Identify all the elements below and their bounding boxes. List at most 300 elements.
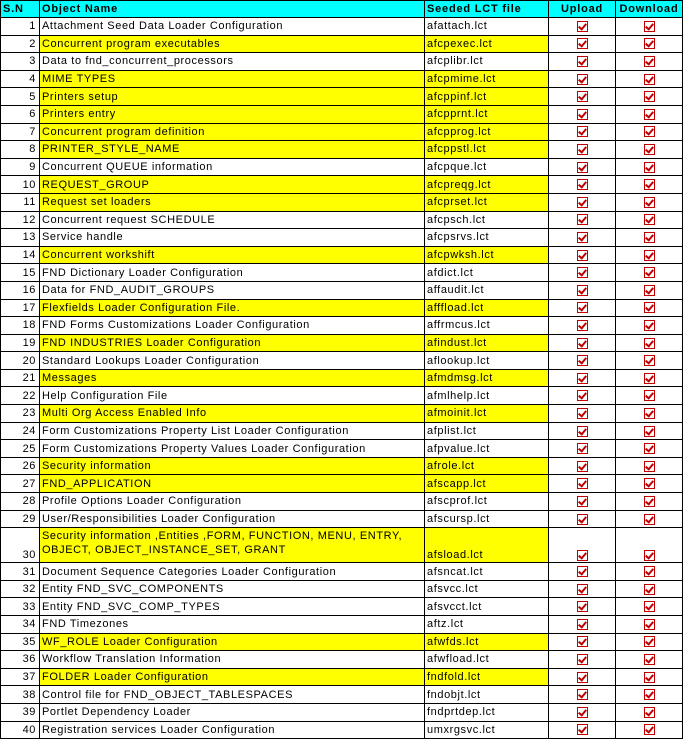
row-number: 35: [1, 633, 40, 651]
lct-file: fndfold.lct: [425, 668, 549, 686]
upload-cell: [549, 352, 616, 370]
table-row: [1, 580, 683, 598]
download-checkbox-icon[interactable]: [644, 724, 655, 735]
row-number: 3: [1, 53, 40, 71]
row-number: 13: [1, 229, 40, 247]
row-number: 34: [1, 616, 40, 634]
object-name: FND Dictionary Loader Configuration: [40, 264, 425, 282]
download-checkbox-icon[interactable]: [644, 443, 655, 454]
object-name: Profile Options Loader Configuration: [40, 493, 425, 511]
object-name: PRINTER_STYLE_NAME: [40, 141, 425, 159]
table-row: [1, 18, 683, 36]
upload-cell: [549, 510, 616, 528]
object-name: Concurrent program executables: [40, 35, 425, 53]
upload-checkbox-icon[interactable]: [577, 232, 588, 243]
lct-file: fndprtdep.lct: [425, 703, 549, 721]
upload-checkbox-icon[interactable]: [577, 162, 588, 173]
upload-cell: [549, 158, 616, 176]
row-number: 36: [1, 651, 40, 669]
lct-file: afmlhelp.lct: [425, 387, 549, 405]
download-cell: [616, 510, 683, 528]
download-checkbox-icon[interactable]: [644, 302, 655, 313]
object-name: Messages: [40, 369, 425, 387]
upload-checkbox-icon[interactable]: [577, 320, 588, 331]
download-checkbox-icon[interactable]: [644, 408, 655, 419]
upload-checkbox-icon[interactable]: [577, 285, 588, 296]
upload-cell: [549, 686, 616, 704]
row-number: 30: [1, 528, 40, 563]
object-name: MIME TYPES: [40, 70, 425, 88]
upload-checkbox-icon[interactable]: [577, 214, 588, 225]
table-row: [1, 53, 683, 71]
download-checkbox-icon[interactable]: [644, 38, 655, 49]
upload-header: Upload: [549, 1, 616, 18]
lct-file: afcpexec.lct: [425, 35, 549, 53]
upload-cell: [549, 105, 616, 123]
download-checkbox-icon[interactable]: [644, 373, 655, 384]
upload-checkbox-icon[interactable]: [577, 426, 588, 437]
lct-file: afcppstl.lct: [425, 141, 549, 159]
object-name: Concurrent workshift: [40, 246, 425, 264]
download-header: Download: [616, 1, 683, 18]
upload-cell: [549, 317, 616, 335]
object-name: Form Customizations Property List Loader Configuration: [40, 422, 425, 440]
upload-cell: [549, 528, 616, 563]
table-row: [1, 668, 683, 686]
lct-file: afrole.lct: [425, 457, 549, 475]
row-number: 18: [1, 317, 40, 335]
upload-checkbox-icon[interactable]: [577, 636, 588, 647]
table-row: [1, 475, 683, 493]
object-name: Printers entry: [40, 105, 425, 123]
table-row: [1, 123, 683, 141]
upload-checkbox-icon[interactable]: [577, 514, 588, 525]
download-cell: [616, 405, 683, 423]
download-cell: [616, 686, 683, 704]
upload-cell: [549, 211, 616, 229]
download-checkbox-icon[interactable]: [644, 179, 655, 190]
download-checkbox-icon[interactable]: [644, 636, 655, 647]
row-number: 26: [1, 457, 40, 475]
upload-cell: [549, 88, 616, 106]
download-cell: [616, 616, 683, 634]
download-cell: [616, 53, 683, 71]
upload-checkbox-icon[interactable]: [577, 724, 588, 735]
download-checkbox-icon[interactable]: [644, 707, 655, 718]
table-row: [1, 651, 683, 669]
upload-cell: [549, 440, 616, 458]
download-checkbox-icon[interactable]: [644, 74, 655, 85]
row-number: 40: [1, 721, 40, 739]
object-name: Entity FND_SVC_COMPONENTS: [40, 580, 425, 598]
upload-checkbox-icon[interactable]: [577, 355, 588, 366]
upload-checkbox-icon[interactable]: [577, 408, 588, 419]
table-row: [1, 369, 683, 387]
download-cell: [616, 334, 683, 352]
row-number: 4: [1, 70, 40, 88]
object-name: FND Timezones: [40, 616, 425, 634]
row-number: 6: [1, 105, 40, 123]
row-number: 21: [1, 369, 40, 387]
row-number: 5: [1, 88, 40, 106]
download-cell: [616, 703, 683, 721]
table-row: [1, 141, 683, 159]
lct-file: afcpprog.lct: [425, 123, 549, 141]
row-number: 9: [1, 158, 40, 176]
upload-cell: [549, 229, 616, 247]
upload-checkbox-icon[interactable]: [577, 672, 588, 683]
download-checkbox-icon[interactable]: [644, 338, 655, 349]
table-row: [1, 105, 683, 123]
row-number: 8: [1, 141, 40, 159]
download-checkbox-icon[interactable]: [644, 126, 655, 137]
table-row: [1, 703, 683, 721]
upload-cell: [549, 580, 616, 598]
upload-cell: [549, 281, 616, 299]
object-name: Service handle: [40, 229, 425, 247]
lct-file: afsvcc.lct: [425, 580, 549, 598]
row-number: 33: [1, 598, 40, 616]
object-name: FND_APPLICATION: [40, 475, 425, 493]
upload-checkbox-icon[interactable]: [577, 654, 588, 665]
download-checkbox-icon[interactable]: [644, 320, 655, 331]
table-row: [1, 334, 683, 352]
table-row: [1, 633, 683, 651]
row-number: 15: [1, 264, 40, 282]
upload-cell: [549, 703, 616, 721]
row-number: 22: [1, 387, 40, 405]
object-name: Security information: [40, 457, 425, 475]
table-row: [1, 70, 683, 88]
upload-cell: [549, 193, 616, 211]
upload-cell: [549, 334, 616, 352]
download-cell: [616, 457, 683, 475]
download-checkbox-icon[interactable]: [644, 197, 655, 208]
download-checkbox-icon[interactable]: [644, 619, 655, 630]
download-checkbox-icon[interactable]: [644, 144, 655, 155]
lct-file: afscursp.lct: [425, 510, 549, 528]
lct-file: aftz.lct: [425, 616, 549, 634]
row-number: 25: [1, 440, 40, 458]
row-number: 19: [1, 334, 40, 352]
download-checkbox-icon[interactable]: [644, 214, 655, 225]
download-checkbox-icon[interactable]: [644, 56, 655, 67]
row-number: 24: [1, 422, 40, 440]
table-row: [1, 563, 683, 581]
upload-checkbox-icon[interactable]: [577, 478, 588, 489]
table-row: [1, 35, 683, 53]
lct-file: afattach.lct: [425, 18, 549, 36]
download-checkbox-icon[interactable]: [644, 461, 655, 472]
download-cell: [616, 651, 683, 669]
row-number: 2: [1, 35, 40, 53]
upload-checkbox-icon[interactable]: [577, 689, 588, 700]
download-checkbox-icon[interactable]: [644, 550, 655, 561]
download-cell: [616, 211, 683, 229]
upload-cell: [549, 651, 616, 669]
download-checkbox-icon[interactable]: [644, 285, 655, 296]
download-cell: [616, 105, 683, 123]
upload-checkbox-icon[interactable]: [577, 74, 588, 85]
upload-cell: [549, 141, 616, 159]
table-row: [1, 387, 683, 405]
sn-header: S.N: [1, 1, 40, 18]
upload-cell: [549, 633, 616, 651]
table-row: [1, 457, 683, 475]
object-name: Data for FND_AUDIT_GROUPS: [40, 281, 425, 299]
download-checkbox-icon[interactable]: [644, 496, 655, 507]
download-cell: [616, 246, 683, 264]
upload-checkbox-icon[interactable]: [577, 390, 588, 401]
lct-file: afcprset.lct: [425, 193, 549, 211]
table-row: [1, 440, 683, 458]
lct-file: afwfload.lct: [425, 651, 549, 669]
download-checkbox-icon[interactable]: [644, 654, 655, 665]
upload-cell: [549, 405, 616, 423]
download-checkbox-icon[interactable]: [644, 162, 655, 173]
object-name-header: Object Name: [40, 1, 425, 18]
lct-file: afdict.lct: [425, 264, 549, 282]
row-number: 29: [1, 510, 40, 528]
lct-file: afmoinit.lct: [425, 405, 549, 423]
table-row: [1, 598, 683, 616]
object-name: Registration services Loader Configuration: [40, 721, 425, 739]
object-name: Attachment Seed Data Loader Configuration: [40, 18, 425, 36]
object-name: FND INDUSTRIES Loader Configuration: [40, 334, 425, 352]
upload-cell: [549, 299, 616, 317]
lct-file: umxrgsvc.lct: [425, 721, 549, 739]
upload-cell: [549, 369, 616, 387]
download-cell: [616, 580, 683, 598]
download-cell: [616, 352, 683, 370]
object-name: FND Forms Customizations Loader Configuration: [40, 317, 425, 335]
download-checkbox-icon[interactable]: [644, 584, 655, 595]
download-checkbox-icon[interactable]: [644, 390, 655, 401]
table-row: [1, 528, 683, 563]
upload-checkbox-icon[interactable]: [577, 496, 588, 507]
upload-checkbox-icon[interactable]: [577, 566, 588, 577]
object-name: User/Responsibilities Loader Configuration: [40, 510, 425, 528]
upload-checkbox-icon[interactable]: [577, 197, 588, 208]
table-row: [1, 721, 683, 739]
object-name: Standard Lookups Loader Configuration: [40, 352, 425, 370]
row-number: 10: [1, 176, 40, 194]
object-name: REQUEST_GROUP: [40, 176, 425, 194]
download-cell: [616, 598, 683, 616]
upload-cell: [549, 563, 616, 581]
download-cell: [616, 123, 683, 141]
download-checkbox-icon[interactable]: [644, 267, 655, 278]
upload-cell: [549, 264, 616, 282]
lct-file: afmdmsg.lct: [425, 369, 549, 387]
row-number: 23: [1, 405, 40, 423]
download-checkbox-icon[interactable]: [644, 689, 655, 700]
row-number: 37: [1, 668, 40, 686]
lct-file: afsload.lct: [425, 528, 549, 563]
table-row: [1, 493, 683, 511]
upload-cell: [549, 598, 616, 616]
lct-file: afwfds.lct: [425, 633, 549, 651]
download-checkbox-icon[interactable]: [644, 232, 655, 243]
upload-checkbox-icon[interactable]: [577, 373, 588, 384]
table-row: [1, 405, 683, 423]
upload-checkbox-icon[interactable]: [577, 443, 588, 454]
download-checkbox-icon[interactable]: [644, 21, 655, 32]
lct-file: afsncat.lct: [425, 563, 549, 581]
download-cell: [616, 229, 683, 247]
upload-cell: [549, 18, 616, 36]
object-name: Concurrent request SCHEDULE: [40, 211, 425, 229]
upload-checkbox-icon[interactable]: [577, 91, 588, 102]
download-cell: [616, 422, 683, 440]
lct-file: afcplibr.lct: [425, 53, 549, 71]
object-name: Request set loaders: [40, 193, 425, 211]
download-checkbox-icon[interactable]: [644, 601, 655, 612]
row-number: 14: [1, 246, 40, 264]
download-cell: [616, 528, 683, 563]
lct-file: afcppinf.lct: [425, 88, 549, 106]
download-checkbox-icon[interactable]: [644, 478, 655, 489]
lct-file: afindust.lct: [425, 334, 549, 352]
upload-cell: [549, 668, 616, 686]
row-number: 11: [1, 193, 40, 211]
table-row: [1, 246, 683, 264]
row-number: 38: [1, 686, 40, 704]
download-checkbox-icon[interactable]: [644, 355, 655, 366]
lct-file: afcpque.lct: [425, 158, 549, 176]
upload-cell: [549, 387, 616, 405]
object-name: Concurrent QUEUE information: [40, 158, 425, 176]
download-cell: [616, 317, 683, 335]
object-name: Document Sequence Categories Loader Configuration: [40, 563, 425, 581]
seeded-lct-header: Seeded LCT file: [425, 1, 549, 18]
download-cell: [616, 668, 683, 686]
object-name: FOLDER Loader Configuration: [40, 668, 425, 686]
upload-checkbox-icon[interactable]: [577, 338, 588, 349]
download-checkbox-icon[interactable]: [644, 91, 655, 102]
upload-cell: [549, 475, 616, 493]
table-row: [1, 158, 683, 176]
table-row: [1, 686, 683, 704]
row-number: 17: [1, 299, 40, 317]
object-name: Control file for FND_OBJECT_TABLESPACES: [40, 686, 425, 704]
row-number: 16: [1, 281, 40, 299]
row-number: 28: [1, 493, 40, 511]
lct-file: afplist.lct: [425, 422, 549, 440]
lct-file: afcpsch.lct: [425, 211, 549, 229]
upload-checkbox-icon[interactable]: [577, 109, 588, 120]
upload-cell: [549, 616, 616, 634]
download-checkbox-icon[interactable]: [644, 426, 655, 437]
table-row: [1, 510, 683, 528]
upload-checkbox-icon[interactable]: [577, 550, 588, 561]
table-row: [1, 88, 683, 106]
download-cell: [616, 493, 683, 511]
object-name: Data to fnd_concurrent_processors: [40, 53, 425, 71]
download-checkbox-icon[interactable]: [644, 514, 655, 525]
header-row: [1, 1, 683, 18]
download-cell: [616, 158, 683, 176]
table-row: [1, 317, 683, 335]
lct-file: afpvalue.lct: [425, 440, 549, 458]
lct-file: afscprof.lct: [425, 493, 549, 511]
object-name: Security information ,Entities ,FORM, FUNCTION, MENU, ENTRY, OBJECT, OBJECT_INSTANCE_SET, GRANT: [40, 528, 425, 563]
download-cell: [616, 299, 683, 317]
upload-cell: [549, 422, 616, 440]
download-cell: [616, 387, 683, 405]
table-row: [1, 616, 683, 634]
upload-checkbox-icon[interactable]: [577, 601, 588, 612]
lct-file: fndobjt.lct: [425, 686, 549, 704]
object-name: Form Customizations Property Values Loader Configuration: [40, 440, 425, 458]
upload-checkbox-icon[interactable]: [577, 56, 588, 67]
table-row: [1, 352, 683, 370]
download-checkbox-icon[interactable]: [644, 109, 655, 120]
table-body: [1, 18, 683, 739]
row-number: 32: [1, 580, 40, 598]
object-name: Concurrent program definition: [40, 123, 425, 141]
upload-checkbox-icon[interactable]: [577, 461, 588, 472]
row-number: 12: [1, 211, 40, 229]
row-number: 20: [1, 352, 40, 370]
download-checkbox-icon[interactable]: [644, 672, 655, 683]
upload-checkbox-icon[interactable]: [577, 302, 588, 313]
upload-cell: [549, 493, 616, 511]
download-cell: [616, 475, 683, 493]
upload-checkbox-icon[interactable]: [577, 38, 588, 49]
lct-file: afcpmime.lct: [425, 70, 549, 88]
download-cell: [616, 369, 683, 387]
download-cell: [616, 193, 683, 211]
lct-file: afscapp.lct: [425, 475, 549, 493]
download-cell: [616, 264, 683, 282]
download-cell: [616, 440, 683, 458]
lct-file: afffload.lct: [425, 299, 549, 317]
table-row: [1, 264, 683, 282]
object-name: Flexfields Loader Configuration File.: [40, 299, 425, 317]
download-cell: [616, 633, 683, 651]
upload-checkbox-icon[interactable]: [577, 21, 588, 32]
table-row: [1, 176, 683, 194]
upload-checkbox-icon[interactable]: [577, 179, 588, 190]
lct-file: affaudit.lct: [425, 281, 549, 299]
upload-checkbox-icon[interactable]: [577, 584, 588, 595]
upload-checkbox-icon[interactable]: [577, 707, 588, 718]
lct-file: afcpsrvs.lct: [425, 229, 549, 247]
row-number: 27: [1, 475, 40, 493]
table-row: [1, 211, 683, 229]
download-cell: [616, 281, 683, 299]
upload-cell: [549, 53, 616, 71]
download-checkbox-icon[interactable]: [644, 250, 655, 261]
upload-checkbox-icon[interactable]: [577, 144, 588, 155]
upload-checkbox-icon[interactable]: [577, 250, 588, 261]
object-name: Printers setup: [40, 88, 425, 106]
lct-file: affrmcus.lct: [425, 317, 549, 335]
lct-file: afcpreqg.lct: [425, 176, 549, 194]
download-cell: [616, 35, 683, 53]
download-cell: [616, 563, 683, 581]
row-number: 1: [1, 18, 40, 36]
upload-checkbox-icon[interactable]: [577, 126, 588, 137]
table-row: [1, 281, 683, 299]
upload-checkbox-icon[interactable]: [577, 619, 588, 630]
object-name: Entity FND_SVC_COMP_TYPES: [40, 598, 425, 616]
upload-checkbox-icon[interactable]: [577, 267, 588, 278]
row-number: 39: [1, 703, 40, 721]
lct-file: aflookup.lct: [425, 352, 549, 370]
download-checkbox-icon[interactable]: [644, 566, 655, 577]
